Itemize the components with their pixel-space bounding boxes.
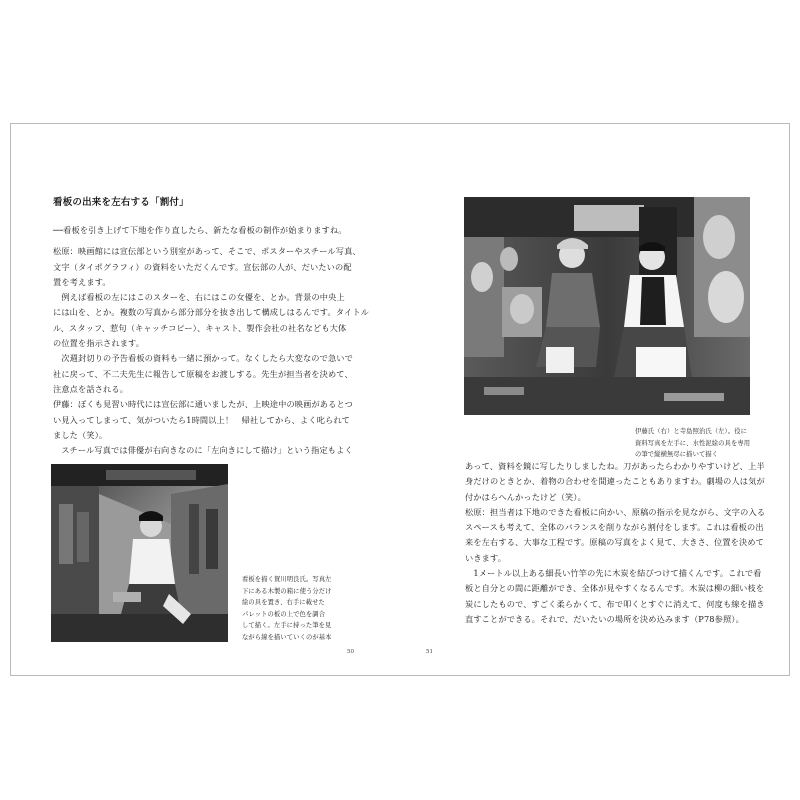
text-line: 来を左右する、大事な工程です。原稿の写真をよく見て、大きさ、位置を決めて bbox=[465, 537, 765, 548]
right-photo-caption bbox=[635, 426, 750, 461]
painter-photo bbox=[51, 464, 228, 642]
caption-line: 下にある木製の箱に使う分だけ bbox=[242, 587, 332, 595]
text-line: 次週封切りの予告看板の資料も一緒に預かって。なくしたら大変なので急いで bbox=[53, 353, 353, 364]
text-line: 身だけのときとか、着物の合わせを間違ったこともありますわ。劇場の人は気が bbox=[465, 476, 765, 487]
artists-photo bbox=[464, 197, 750, 415]
caption-line: 伊藤氏（右）と寺島照治氏（左）。役に bbox=[635, 428, 747, 435]
left-page bbox=[11, 124, 401, 675]
text-line: 1メートル以上ある細長い竹竿の先に木炭を結びつけて描くんです。これで看 bbox=[465, 568, 762, 579]
text-line: ──看板を引き上げて下地を作り直したら、新たな看板の制作が始まりますね。 bbox=[53, 225, 347, 235]
text-line: 注意点を話される。 bbox=[53, 383, 129, 394]
left-body-text bbox=[53, 223, 373, 458]
book-spread bbox=[10, 123, 790, 676]
text-line: 例えば看板の左にはこのスターを、右にはこの女優を、とか。背景の中央上 bbox=[53, 292, 345, 303]
text-line: 伊藤：ぼくも見習い時代には宣伝部に通いましたが、上映途中の映画があるとつ bbox=[53, 399, 353, 410]
left-photo-caption bbox=[242, 574, 332, 643]
text-line: 社に戻って、不二夫先生に報告して原稿をお渡しする。先生が担当者を決めて、 bbox=[53, 368, 353, 379]
text-line: 置を考えます。 bbox=[53, 276, 111, 287]
caption-line: 絵の具を置き、右手に載せた bbox=[242, 599, 325, 606]
page-number: 50 bbox=[347, 649, 354, 655]
text-line: 直すことができる。それで、だいたいの場所を決め込みます（P78参照）。 bbox=[465, 613, 744, 624]
text-line: 付かはらへんかったけど（笑）。 bbox=[465, 491, 586, 502]
text-line: 板と自分との間に距離ができ、全体が見やすくなるんです。木炭は柳の細い枝を bbox=[465, 583, 765, 594]
text-line: 松原：担当者は下地のできた看板に向かい、原稿の指示を見ながら、文字の入る bbox=[465, 506, 766, 517]
text-line: あって、資料を鏡に写したりしましたね。刀があったらわかりやすいけど、上半 bbox=[465, 461, 765, 471]
section-heading: 看板の出来を左右する「割付」 bbox=[53, 197, 189, 208]
text-line: 文字（タイポグラフィ）の資料をいただくんです。宣伝部の人が、だいたいの配 bbox=[53, 261, 352, 272]
text-line: 松原：映画館には宣伝部という別室があって、そこで、ポスターやスチール写真、 bbox=[53, 246, 361, 257]
text-line: ル、スタッフ、惹句（キャッチコピー）、キャスト、製作会社の社名なども大体 bbox=[53, 322, 347, 333]
text-line: ました（笑）。 bbox=[53, 429, 108, 440]
page-number: 51 bbox=[426, 649, 433, 655]
text-line: 炭にしたもので、すごく柔らかくて、布で叩くとすぐに消えて、何度も線を描き bbox=[465, 598, 765, 609]
caption-line: パレットの板の上で色を調合 bbox=[242, 610, 326, 618]
text-line: スチール写真では俳優が右向きなのに「左向きにして描け」という指定もよく bbox=[53, 445, 353, 456]
right-body-text bbox=[465, 459, 765, 627]
caption-line: の筆で縦横無尽に描いて描く bbox=[635, 451, 719, 458]
text-line: いきます。 bbox=[465, 552, 507, 563]
caption-line: 看板を描く賀川明良氏。写真左 bbox=[242, 576, 332, 583]
caption-line: 資料写真を左手に、水性泥絵の具を専用 bbox=[635, 439, 751, 447]
caption-line: ながら線を描いていくのが基本 bbox=[242, 633, 332, 641]
text-line: の位置を指示されます。 bbox=[53, 338, 145, 349]
right-page bbox=[401, 124, 791, 675]
caption-line: して描く。左手に持った筆を見 bbox=[242, 622, 332, 629]
text-line: には山を、とか。複数の写真から部分部分を抜き出して構成しはるんです。タイトル bbox=[53, 307, 370, 318]
text-line: スペースも考えて、全体のバランスを削りながら割付をします。これは看板の出 bbox=[465, 522, 764, 533]
text-line: い見入ってしまって、気がついたら1時間以上！ 帰社してから、よく叱られて bbox=[53, 414, 351, 425]
